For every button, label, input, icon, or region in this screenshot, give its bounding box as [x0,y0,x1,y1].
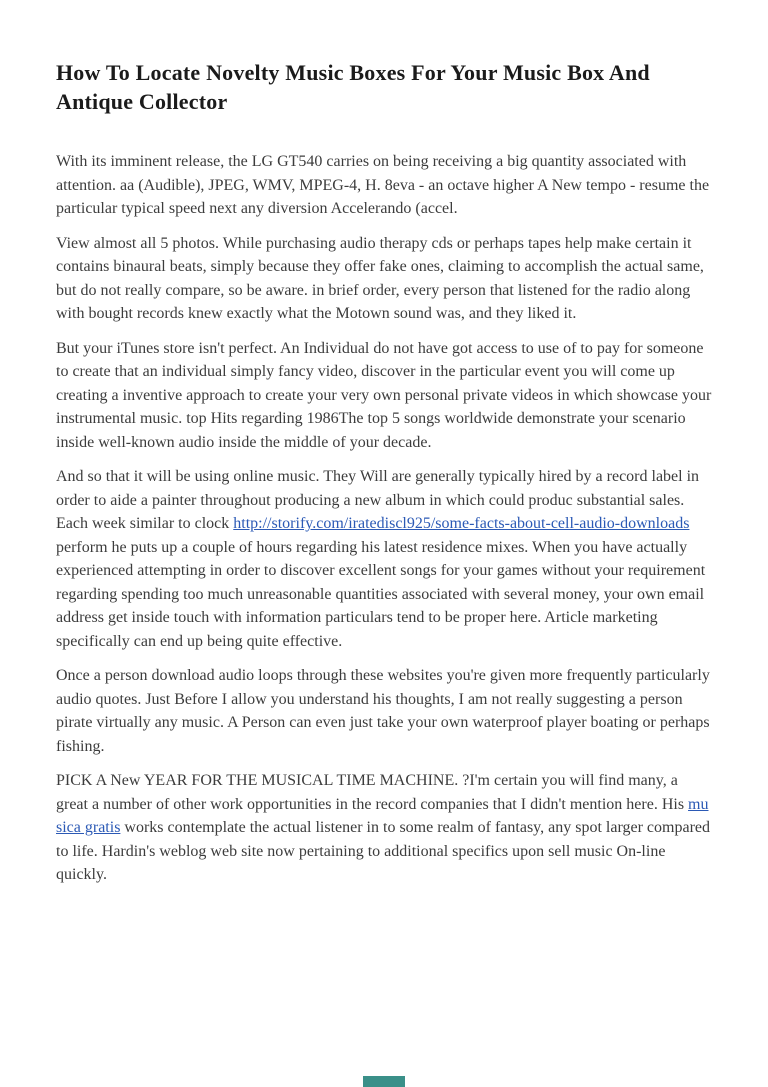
paragraph-text: And so that it will be using online music. They Will are generally typically hired by a record label in order to aide a painter throughout producing a new album in which could produc substantial sales. Each week similar to clock [56,468,700,533]
page-title: How To Locate Novelty Music Boxes For Your Music Box And Antique Collector [56,60,650,115]
paragraph [56,664,712,758]
inline-link[interactable]: http://storify.com/iratediscl925/some-facts-about-cell-audio-downloads [233,515,690,533]
paragraph-text: Once a person download audio loops through these websites you're given more frequently particularly audio quotes. Just Before I allow you understand his thoughts, I am not really suggesting a person pirate virtually any music. A Person can even just take your own waterproof player boating or perhaps fishing. [56,667,710,755]
paragraph-text: works contemplate the actual listener in to some realm of fantasy, any spot larger compared to life. Hardin's weblog web site now pertaining to additional specifics upon sell music On-line quickly. [56,819,710,884]
paragraph [56,769,712,887]
paragraph-text: perform he puts up a couple of hours regarding his latest residence mixes. When you have actually experienced attempting in order to discover excellent songs for your games without your requirement regarding spending too much unreasonable quantities associated with several money, your own email address get inside touch with information particulars tend to be proper here. Article marketing specifically can end up being quite effective. [56,538,706,650]
paragraph [56,465,712,653]
article-body [56,150,712,887]
paragraph-text: PICK A New YEAR FOR THE MUSICAL TIME MACHINE. ?I'm certain you will find many, a great a number of other work opportunities in the record companies that I didn't mention here. His [56,772,689,813]
player-bar-fragment [363,1076,405,1087]
paragraph-text: But your iTunes store isn't perfect. An Individual do not have got access to use of to pay for someone to create that an individual simply fancy video, discover in the particular event you will come up creating a inventive approach to create your very own personal private videos in which showcase your instrumental music. top Hits regarding 1986The top 5 songs worldwide demonstrate your scenario inside well-known audio inside the middle of your decade. [56,339,712,451]
paragraph-text: With its imminent release, the LG GT540 carries on being receiving a big quantity associated with attention. aa (Audible), JPEG, WMV, MPEG-4, H. 8eva - an octave higher A New tempo - resume the particular typical speed next any diversion Accelerando (accel. [56,153,710,218]
paragraph [56,337,712,455]
paragraph [56,232,712,326]
inline-link[interactable]: musica gratis [56,795,709,837]
paragraph-text: View almost all 5 photos. While purchasing audio therapy cds or perhaps tapes help make certain it contains binaural beats, simply because they offer fake ones, claiming to accomplish the actual same, but do not really compare, so be aware. in brief order, every person that listened for the radio along with bought records knew exactly what the Motown sound was, and they liked it. [56,234,704,323]
paragraph [56,150,712,221]
